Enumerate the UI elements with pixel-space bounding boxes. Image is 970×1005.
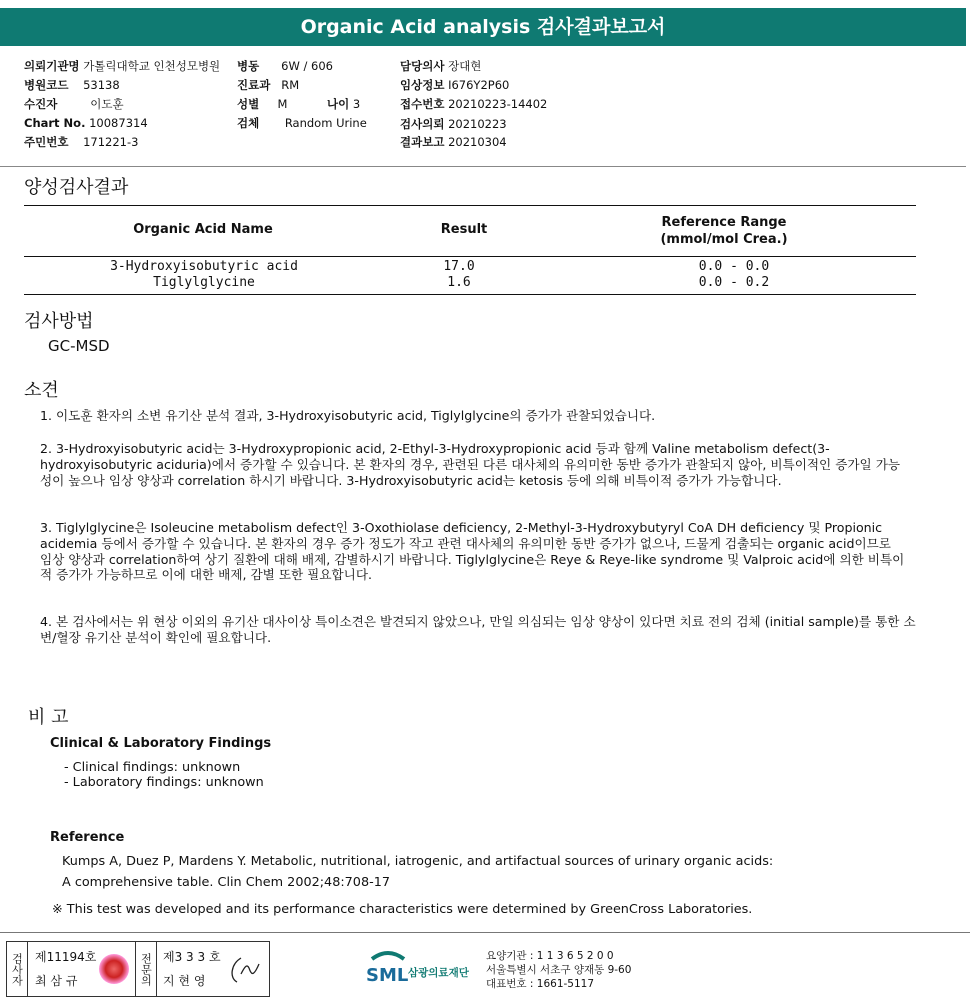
results-table [24,205,916,295]
finding-paragraph: 4. 본 검사에서는 위 현상 이외의 유기산 대사이상 특이소견은 발견되지 않았으나, 만일 의심되는 임상 양상이 있다면 치료 전의 검체 (initial sample)를 통한 소변/혈장 유기산 분석이 확인에 필요합니다. [40,614,916,645]
col-ref-2: (mmol/mol Crea.) [660,232,788,247]
testreq-row: 검사의뢰 20210223 [400,117,507,131]
section-findings: 소견 [24,380,59,401]
specialist-number: 제3 3 3 호 [163,950,221,964]
footer [0,932,970,1005]
finding-paragraph: 2. 3-Hydroxyisobutyric acid는 3-Hydroxypropionic acid, 2-Ethyl-3-Hydroxypropionic acid 등과 함께 Valine metabolism defect(3-hydroxyisobutyric aciduria)에서 증가할 수 있습니다. 본 환자의 경우, 관련된 다른 대사체의 유의미한 동반 증가가 관찰되지 않아, 비특이적인 증가일 가능성이 높으나 임상 양상과 correlation 하시기 바랍니다. 3-Hydroxyisobutyric acid는 ketosis 등에 의해 비특이적 증가가 가능합니다. [40,441,901,488]
clinical-item: - Laboratory findings: unknown [64,775,264,790]
row-ref: 0.0 - 0.2 [698,275,770,290]
finding-paragraph: 3. Tiglylglycine은 Isoleucine metabolism defect인 3-Oxothiolase deficiency, 2-Methyl-3-Hydroxybutyryl CoA DH deficiency 및 Propionic acidemia 등에서 증가할 수 있습니다. 본 환자의 경우 증가 정도가 작고 관련 대사체의 유의미한 동반 증가가 없으나, 드물게 검출되는 organic acid이므로 임상 양상과 correlation하여 상기 질환에 대해 배제, 감별하시기 바랍니다. Tiglylglycine은 Reye & Reye-like syndrome 및 Valproic acid에 의한 비특이적 증가가 가능하므로 이에 대한 배제, 감별 또한 필요합니다. [40,520,905,583]
dept-row: 진료과 RM [237,78,300,92]
finding-paragraph: 1. 이도훈 환자의 소변 유기산 분석 결과, 3-Hydroxyisobutyric acid, Tiglylglycine의 증가가 관찰되었습니다. [40,408,656,423]
age-row: 나이 3 [327,97,361,111]
hospcode-row: 병원코드 53138 [24,78,120,92]
examinee-row: 수진자 이도훈 [24,97,124,111]
org-info [486,949,631,991]
chart-row: Chart No. 10087314 [24,116,148,130]
row-ref: 0.0 - 0.0 [698,259,770,274]
inspector-label: 검사자 [7,942,28,996]
org-address: 서울특별시 서초구 양재동 9-60 [486,964,632,976]
col-result: Result [440,222,488,237]
reference-line: A comprehensive table. Clin Chem 2002;48:708-17 [62,875,390,890]
specialist-label: 전문의 [135,942,157,996]
sex-row: 성별 M [237,97,288,111]
svg-text:SML: SML [366,965,409,985]
disclaimer: ※ This test was developed and its performance characteristics were determined by GreenCross Laboratories. [52,902,753,917]
clinical-item: - Clinical findings: unknown [64,760,241,775]
method-value: GC-MSD [48,337,110,355]
col-name: Organic Acid Name [133,222,273,237]
table-row [24,259,916,275]
rrn-row: 주민번호 171221-3 [24,135,139,149]
reference-line: Kumps A, Duez P, Mardens Y. Metabolic, nutritional, iatrogenic, and artifactual sources of urinary organic acids: [62,854,774,869]
specimen-row: 검체 Random Urine [237,116,367,130]
table-row [24,275,916,291]
results-header [24,206,916,257]
inspector-number: 제11194호 [35,950,97,964]
seal-icon [99,954,129,984]
patient-info [0,54,966,167]
section-positive: 양성검사결과 [24,177,129,198]
sml-org-name: 삼광의료재단 [408,967,469,979]
org-tel: 대표번호 : 1661-5117 [486,978,595,990]
sml-logo [366,947,506,987]
specialist-name: 지 현 영 [163,974,206,988]
section-method: 검사방법 [24,311,94,332]
clinical-row: 임상정보 I676Y2P60 [400,78,510,92]
row-result: 17.0 [443,259,475,274]
section-remarks: 비 고 [28,707,69,728]
row-name: Tiglylglycine [153,275,255,290]
doctor-row: 담당의사 장대현 [400,59,482,73]
report-title: Organic Acid analysis 검사결과보고서 [0,8,966,46]
reference-title: Reference [50,830,125,845]
sml-logo-icon [366,949,410,985]
clinical-title: Clinical & Laboratory Findings [50,736,272,751]
ward-row: 병동 6W / 606 [237,59,333,73]
receipt-row: 접수번호 20210223-14402 [400,97,548,111]
report-row: 결과보고 20210304 [400,135,507,149]
signature-icon [227,954,261,986]
col-ref-1: Reference Range [661,215,787,230]
inspector-name: 최 삼 규 [35,974,78,988]
results-rows [24,257,916,294]
requester-row: 의뢰기관명 가톨릭대학교 인천성모병원 [24,59,221,73]
row-name: 3-Hydroxyisobutyric acid [110,259,298,274]
row-result: 1.6 [447,275,471,290]
signature-box [6,941,270,997]
org-code: 요양기관 : 1 1 3 6 5 2 0 0 [486,950,614,962]
